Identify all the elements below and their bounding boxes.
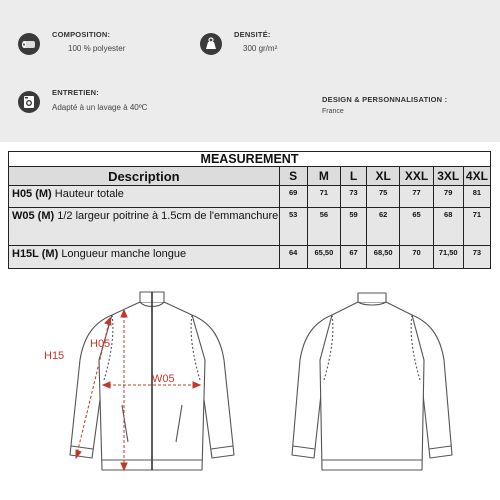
cell-value: 53: [279, 208, 307, 246]
composition-label: COMPOSITION:: [52, 30, 111, 39]
size-header-xxl: XXL: [400, 167, 433, 186]
row-text: 1/2 largeur poitrine à 1.5cm de l'emmanchure: [57, 210, 279, 222]
cell-value: 56: [307, 208, 340, 246]
row-text: Hauteur totale: [54, 188, 124, 200]
cell-value: 64: [279, 246, 307, 269]
row-description: [9, 208, 280, 246]
cell-value: 70: [400, 246, 433, 269]
cell-value: 68: [433, 208, 463, 246]
row-text: Longueur manche longue: [61, 248, 187, 260]
size-header-m: M: [307, 167, 340, 186]
cell-value: 75: [367, 186, 400, 208]
row-description: [9, 246, 280, 269]
cell-value: 81: [463, 186, 490, 208]
cell-value: 73: [463, 246, 490, 269]
measurement-table: [8, 151, 491, 269]
h05-label: H05: [90, 338, 111, 350]
size-header-3xl: 3XL: [433, 167, 463, 186]
w05-label: W05: [152, 373, 175, 385]
densite-value: 300 gr/m²: [243, 44, 278, 53]
description-header: Description: [9, 167, 280, 186]
cell-value: 71,50: [433, 246, 463, 269]
composition-value: 100 % polyester: [68, 44, 126, 53]
cell-value: 65,50: [307, 246, 340, 269]
table-row: [9, 208, 491, 246]
weight-icon: [200, 33, 222, 55]
row-description: [9, 186, 280, 208]
jacket-back-view: [292, 293, 452, 470]
cell-value: 59: [341, 208, 367, 246]
cell-value: 65: [400, 208, 433, 246]
h15-label: H15: [44, 350, 65, 362]
row-code: H15L (M): [12, 248, 59, 260]
densite-label: DENSITÉ:: [234, 30, 271, 39]
size-header-s: S: [279, 167, 307, 186]
cell-value: 79: [433, 186, 463, 208]
design-value: France: [322, 108, 344, 115]
size-header-xl: XL: [367, 167, 400, 186]
row-code: W05 (M): [12, 210, 55, 222]
washing-machine-icon: [18, 91, 40, 113]
fabric-roll-icon: [18, 33, 40, 55]
jacket-diagrams: [0, 290, 500, 500]
cell-value: 77: [400, 186, 433, 208]
cell-value: 62: [367, 208, 400, 246]
cell-value: 68,50: [367, 246, 400, 269]
design-label: DESIGN & PERSONNALISATION :: [322, 95, 448, 104]
entretien-value: Adapté à un lavage à 40ºC: [52, 103, 148, 112]
product-info-panel: [0, 0, 500, 142]
row-code: H05 (M): [12, 188, 52, 200]
table-row: [9, 186, 491, 208]
cell-value: 69: [279, 186, 307, 208]
entretien-label: ENTRETIEN:: [52, 88, 99, 97]
size-header-l: L: [341, 167, 367, 186]
cell-value: 67: [341, 246, 367, 269]
cell-value: 73: [341, 186, 367, 208]
table-title: MEASUREMENT: [9, 152, 491, 167]
cell-value: 71: [463, 208, 490, 246]
cell-value: 71: [307, 186, 340, 208]
table-row: [9, 246, 491, 269]
size-header-4xl: 4XL: [463, 167, 490, 186]
